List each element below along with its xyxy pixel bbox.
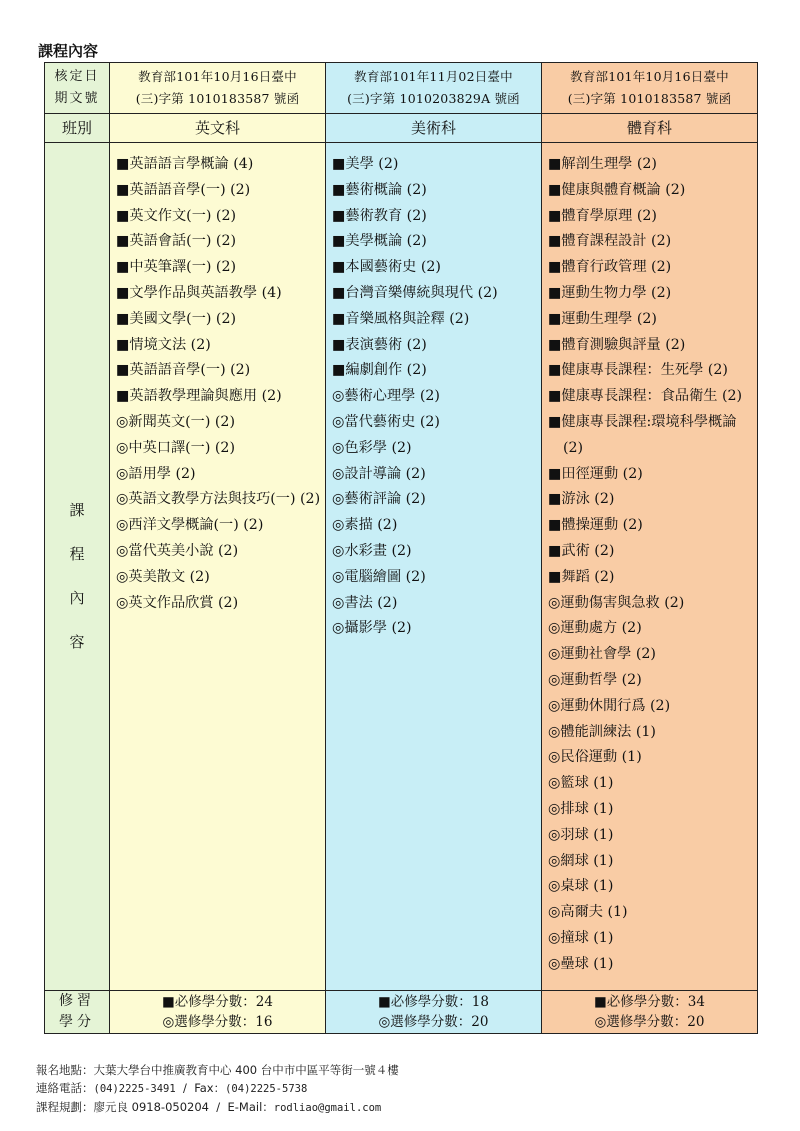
course-item: ■健康專長課程:環境科學概論 (2) xyxy=(548,413,737,456)
course-item: ■舞蹈 (2) xyxy=(548,568,615,585)
course-item: ◎運動休閒行爲 (2) xyxy=(548,697,671,714)
course-item: ◎色彩學 (2) xyxy=(332,439,412,456)
separator: / xyxy=(212,1100,224,1114)
course-item: ■體育課程設計 (2) xyxy=(548,233,672,250)
course-item: ◎西洋文學概論(一) (2) xyxy=(116,517,264,534)
course-item: ◎新聞英文(一) (2) xyxy=(116,413,235,430)
english-courses-cell xyxy=(110,143,326,991)
planner-label: 課程規劃： xyxy=(36,1100,94,1114)
content-label-char: 內 xyxy=(69,589,85,607)
elective-credits: ◎選修學分數：20 xyxy=(594,1014,705,1030)
course-item: ◎書法 (2) xyxy=(332,594,398,611)
approval-doc-label xyxy=(45,63,110,114)
approval-doc-art xyxy=(326,63,542,114)
subject-label: 班別 xyxy=(45,114,110,143)
pe-course-list xyxy=(542,143,757,978)
footer-planner xyxy=(36,1098,399,1117)
course-item: ■運動生理學 (2) xyxy=(548,310,657,327)
required-credits: ■必修學分數：24 xyxy=(162,994,273,1010)
course-item: ◎當代藝術史 (2) xyxy=(332,413,440,430)
approval-doc-row xyxy=(45,63,758,114)
phone-label: 連絡電話： xyxy=(36,1081,94,1095)
subject-english: 英文科 xyxy=(110,114,326,143)
doc-art-line1: 教育部101年11月02日臺中 xyxy=(354,69,513,84)
course-item: ◎藝術評論 (2) xyxy=(332,491,426,508)
subject-art: 美術科 xyxy=(326,114,542,143)
doc-art-line2: (三)字第 1010203829A 號函 xyxy=(347,91,520,106)
course-item: ◎當代英美小說 (2) xyxy=(116,542,239,559)
approval-doc-pe xyxy=(542,63,758,114)
course-item: ■游泳 (2) xyxy=(548,491,615,508)
art-course-list xyxy=(326,143,541,642)
elective-credits: ◎選修學分數：20 xyxy=(378,1014,489,1030)
required-credits: ■必修學分數：34 xyxy=(594,994,705,1010)
pe-courses-cell xyxy=(542,143,758,991)
english-course-list xyxy=(110,143,325,616)
course-item: ◎籃球 (1) xyxy=(548,775,614,792)
doc-english-line2: (三)字第 1010183587 號函 xyxy=(135,91,300,106)
footer-contact xyxy=(36,1079,399,1098)
course-table xyxy=(44,62,758,1034)
footer xyxy=(36,1061,399,1117)
course-item: ■文學作品與英語教學 (4) xyxy=(116,284,282,301)
content-label-char: 課 xyxy=(69,501,85,519)
fax-number: (04)2225-5738 xyxy=(225,1083,308,1095)
content-label-char: 程 xyxy=(69,545,85,563)
course-item: ■情境文法 (2) xyxy=(116,336,211,353)
course-item: ■英語語音學(一) (2) xyxy=(116,362,251,379)
course-item: ◎設計導論 (2) xyxy=(332,465,426,482)
elective-credits: ◎選修學分數：16 xyxy=(162,1014,273,1030)
subject-row xyxy=(45,114,758,143)
course-item: ◎網球 (1) xyxy=(548,852,614,869)
page-title: 課程內容 xyxy=(38,42,99,60)
course-item: ■解剖生理學 (2) xyxy=(548,156,657,172)
approval-doc-english xyxy=(110,63,326,114)
course-item: ■體育測驗與評量 (2) xyxy=(548,336,686,353)
course-item: ■美國文學(一) (2) xyxy=(116,310,237,327)
email-link[interactable]: rodliao@gmail.com xyxy=(273,1102,382,1114)
phone-number: (04)2225-3491 xyxy=(93,1083,176,1095)
content-label-char: 容 xyxy=(69,633,85,651)
course-item: ■台灣音樂傳統與現代 (2) xyxy=(332,284,498,301)
credits-label xyxy=(45,991,110,1034)
doc-pe-line1: 教育部101年10月16日臺中 xyxy=(570,69,729,84)
course-item: ■美學概論 (2) xyxy=(332,233,427,250)
credits-row xyxy=(45,991,758,1034)
course-item: ■體育學原理 (2) xyxy=(548,207,657,224)
course-item: ■田徑運動 (2) xyxy=(548,465,643,482)
course-item: ◎高爾夫 (1) xyxy=(548,904,628,921)
course-item: ■編劇創作 (2) xyxy=(332,362,427,379)
course-item: ◎體能訓練法 (1) xyxy=(548,723,656,740)
course-item: ■英語教學理論與應用 (2) xyxy=(116,388,282,405)
course-item: ■藝術概論 (2) xyxy=(332,181,427,198)
course-item: ■英文作文(一) (2) xyxy=(116,207,237,224)
fax-label: Fax： xyxy=(194,1081,226,1095)
course-item: ◎中英口譯(一) (2) xyxy=(116,439,235,456)
credits-label-line1: 修習 xyxy=(59,993,95,1009)
course-item: ◎英美散文 (2) xyxy=(116,568,210,585)
course-item: ■體育行政管理 (2) xyxy=(548,259,672,276)
course-item: ■健康專長課程：食品衛生 (2) xyxy=(548,388,743,405)
course-item: ■運動生物力學 (2) xyxy=(548,284,672,301)
course-item: ■健康專長課程：生死學 (2) xyxy=(548,362,728,379)
course-item: ■英語語音學(一) (2) xyxy=(116,181,251,198)
course-item: ◎桌球 (1) xyxy=(548,878,614,895)
course-item: ■英語語言學概論 (4) xyxy=(116,156,254,172)
course-item: ◎排球 (1) xyxy=(548,800,614,817)
course-item: ◎攝影學 (2) xyxy=(332,620,412,637)
course-item: ■英語會話(一) (2) xyxy=(116,233,237,250)
art-courses-cell xyxy=(326,143,542,991)
course-item: ■健康與體育概論 (2) xyxy=(548,181,686,198)
credits-label-line2: 學分 xyxy=(59,1014,95,1030)
course-item: ◎壘球 (1) xyxy=(548,955,614,972)
course-item: ◎運動哲學 (2) xyxy=(548,671,642,688)
course-item: ◎運動傷害與急救 (2) xyxy=(548,594,685,611)
course-item: ◎語用學 (2) xyxy=(116,465,196,482)
course-item: ■音樂風格與詮釋 (2) xyxy=(332,310,470,327)
course-item: ◎素描 (2) xyxy=(332,517,398,534)
course-item: ■體操運動 (2) xyxy=(548,517,643,534)
course-item: ◎英文作品欣賞 (2) xyxy=(116,594,239,611)
course-item: ◎運動處方 (2) xyxy=(548,620,642,637)
course-item: ■中英筆譯(一) (2) xyxy=(116,259,237,276)
course-item: ■美學 (2) xyxy=(332,156,399,172)
approval-doc-label-line1: 核定日 xyxy=(54,69,100,84)
course-item: ◎撞球 (1) xyxy=(548,929,614,946)
subject-pe: 體育科 xyxy=(542,114,758,143)
course-item: ◎民俗運動 (1) xyxy=(548,749,642,766)
course-item: ◎羽球 (1) xyxy=(548,826,614,843)
course-item: ◎英語文教學方法與技巧(一) (2) xyxy=(116,491,321,508)
credits-pe xyxy=(542,991,758,1034)
approval-doc-label-line2: 期文號 xyxy=(54,91,100,106)
course-item: ■本國藝術史 (2) xyxy=(332,259,441,276)
email-label: E-Mail： xyxy=(227,1100,274,1114)
separator: / xyxy=(179,1081,191,1095)
footer-address: 報名地點：大葉大學台中推廣教育中心 400 台中市中區平等街一號４樓 xyxy=(36,1063,399,1077)
content-label xyxy=(45,143,110,991)
course-item: ◎藝術心理學 (2) xyxy=(332,388,440,405)
course-item: ◎運動社會學 (2) xyxy=(548,646,656,663)
course-item: ■武術 (2) xyxy=(548,542,615,559)
content-row xyxy=(45,143,758,991)
doc-english-line1: 教育部101年10月16日臺中 xyxy=(138,69,297,84)
planner-name: 廖元良 0918-050204 xyxy=(93,1100,209,1114)
credits-english xyxy=(110,991,326,1034)
course-item: ◎水彩畫 (2) xyxy=(332,542,412,559)
doc-pe-line2: (三)字第 1010183587 號函 xyxy=(567,91,732,106)
course-item: ■藝術教育 (2) xyxy=(332,207,427,224)
course-item: ◎電腦繪圖 (2) xyxy=(332,568,426,585)
credits-art xyxy=(326,991,542,1034)
course-item: ■表演藝術 (2) xyxy=(332,336,427,353)
required-credits: ■必修學分數：18 xyxy=(378,994,489,1010)
